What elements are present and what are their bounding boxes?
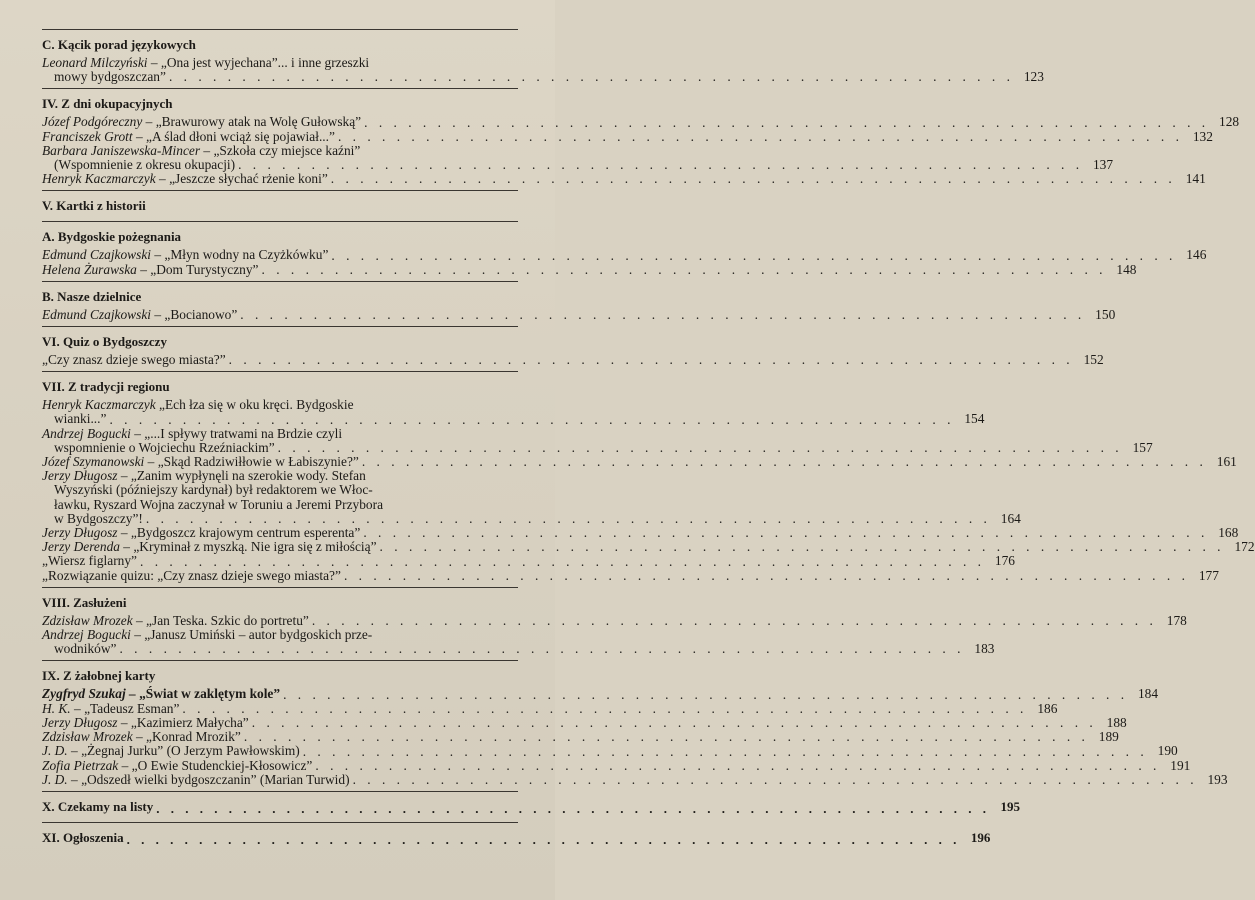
leader-dots: . . . . . . . . . . . . . . . . . . . . . . . . . . . . . . . . . . . . . . . . . . . . . . . . . . . . . . . . . . (243, 729, 1089, 745)
entry-title: „Wiersz figlarny” (42, 553, 138, 569)
entry-title: „Zanim wypłynęli na szerokie wody. Stefan (130, 468, 366, 484)
toc-line-with-page (42, 114, 1240, 130)
entry-author: Franciszek Grott – (42, 128, 143, 144)
entry-title: „Kazimierz Małycha” (130, 714, 249, 730)
leader-dots: . . . . . . . . . . . . . . . . . . . . . . . . . . . . . . . . . . . . . . . . . . . . . . . . . . . . . . . . . . (240, 307, 1086, 323)
entry-author: Zofia Pietrzak – (42, 757, 129, 773)
toc-line-with-page (42, 510, 1021, 527)
entry-title: „Żegnaj Jurku” (O Jerzym Pawłowskim) (81, 743, 300, 759)
toc-line-text (42, 308, 237, 322)
entry-author: Edmund Czajkowski – (42, 306, 162, 322)
toc-entry (42, 425, 1153, 456)
leader-dots: . . . . . . . . . . . . . . . . . . . . . . . . . . . . . . . . . . . . . . . . . . . . . . . . . . . . . . . . . . (156, 800, 990, 816)
entry-author: Jerzy Długosz – (42, 714, 128, 730)
toc-line-text (42, 554, 137, 568)
entry-author: Jerzy Długosz – (42, 525, 128, 541)
toc-line-text (54, 642, 116, 656)
entry-title: „Czy znasz dzieje swego miasta?” (42, 352, 226, 368)
leader-dots: . . . . . . . . . . . . . . . . . . . . . . . . . . . . . . . . . . . . . . . . . . . . . . . . . . . . . . . . . . (361, 454, 1207, 470)
toc-line-with-page (42, 567, 1219, 583)
toc-line-text (42, 130, 335, 144)
toc-line-with-page (42, 247, 1207, 263)
section-heading: B. Nasze dzielnice (42, 288, 142, 304)
toc-entry (42, 743, 1178, 759)
toc-line-with-page (42, 743, 1178, 759)
toc-line-text (42, 526, 360, 540)
entry-author: Zdzisław Mrozek – (42, 729, 143, 745)
toc-line-text (42, 799, 153, 815)
entry-author: H. K. – (42, 700, 81, 716)
section-heading (42, 827, 991, 849)
leader-dots: . . . . . . . . . . . . . . . . . . . . . . . . . . . . . . . . . . . . . . . . . . . . . . . . . . . . . . . . . . (311, 613, 1157, 629)
entry-title: „Szkoła czy miejsce kaźni” (213, 142, 361, 158)
section-heading (42, 796, 1020, 818)
toc-line-text (54, 441, 275, 455)
section-heading: VI. Quiz o Bydgoszczy (42, 334, 167, 350)
leader-dots: . . . . . . . . . . . . . . . . . . . . . . . . . . . . . . . . . . . . . . . . . . . . . . . . . . . . . . . . . . (330, 171, 1176, 187)
entry-title: „Młyn wodny na Czyżkówku” (164, 247, 329, 263)
toc-line-text (42, 614, 309, 628)
toc-line-with-page (42, 539, 1255, 555)
toc-line-with-page (42, 700, 1058, 716)
section-heading: A. Bydgoskie pożegnania (42, 229, 182, 245)
toc-entry (42, 352, 1104, 368)
section-heading-text: XI. Ogłoszenia (42, 829, 124, 845)
toc-line-with-page (42, 352, 1104, 368)
toc-entry (42, 686, 1159, 702)
toc-line-text (42, 540, 377, 554)
section-divider (42, 660, 518, 661)
toc-entry (42, 729, 1119, 745)
page-number: 178 (1166, 612, 1187, 628)
toc-entry (42, 525, 1239, 541)
entry-title: „Janusz Umiński – autor bydgoskich prze- (144, 627, 373, 643)
entry-line (42, 628, 518, 642)
section-divider (42, 371, 518, 372)
entry-author: Henryk Kaczmarczyk – (42, 171, 166, 187)
page-number: 123 (1023, 69, 1044, 85)
entry-title: wspomnienie o Wojciechu Rzeźniackim” (54, 439, 275, 455)
entry-author: Zygfryd Szukaj – (42, 686, 136, 702)
entry-title: „...I spływy tratwami na Brdzie czyli (144, 425, 343, 441)
toc-entry (42, 612, 1187, 629)
leader-dots: . . . . . . . . . . . . . . . . . . . . . . . . . . . . . . . . . . . . . . . . . . . . . . . . . . . . . . . . . . (109, 411, 955, 427)
entry-title: „Brawurowy atak na Wolę Gułowską” (155, 114, 362, 130)
page-number: 190 (1157, 743, 1178, 759)
toc-line-with-page (42, 641, 995, 657)
page-number: 191 (1170, 757, 1191, 773)
leader-dots: . . . . . . . . . . . . . . . . . . . . . . . . . . . . . . . . . . . . . . . . . . . . . . . . . . . . . . . . . . (261, 261, 1107, 277)
section-divider (42, 190, 518, 191)
toc-line-with-page (42, 553, 1015, 569)
toc-entry (42, 627, 995, 657)
toc-line-with-page (42, 171, 1206, 187)
leader-dots: . . . . . . . . . . . . . . . . . . . . . . . . . . . . . . . . . . . . . . . . . . . . . . . . . . . . . . . . . . (126, 831, 961, 847)
toc-entry (42, 306, 1116, 323)
entry-title: „Konrad Mrozik” (146, 729, 241, 745)
toc-entry (42, 553, 1015, 569)
section-divider (42, 281, 518, 282)
leader-dots: . . . . . . . . . . . . . . . . . . . . . . . . . . . . . . . . . . . . . . . . . . . . . . . . . . . . . . . . . . (145, 511, 991, 527)
toc-line-text (42, 730, 241, 744)
entry-author: Józef Podgóreczny – (42, 114, 153, 130)
toc-line-text (42, 115, 361, 129)
entry-author: Edmund Czajkowski – (42, 247, 162, 263)
leader-dots: . . . . . . . . . . . . . . . . . . . . . . . . . . . . . . . . . . . . . . . . . . . . . . . . . . . . . . . . . . (119, 641, 965, 657)
page-number: 150 (1095, 306, 1116, 322)
section-divider (42, 791, 518, 792)
leader-dots: . . . . . . . . . . . . . . . . . . . . . . . . . . . . . . . . . . . . . . . . . . . . . . . . . . . . . . . . . . (337, 128, 1183, 144)
toc-line-text (54, 512, 143, 526)
toc-line-with-page (42, 306, 1116, 323)
toc-entry (42, 539, 1255, 555)
toc-entry (42, 261, 1137, 277)
entry-author: Józef Szymanowski – (42, 454, 155, 470)
toc-entry (42, 454, 1237, 470)
entry-line (42, 144, 518, 158)
toc-line-text (42, 744, 300, 758)
page-number: 195 (1000, 798, 1020, 814)
entry-author: Barbara Janiszewska-Mincer – (42, 142, 211, 158)
toc-line-text (42, 759, 312, 773)
entry-author: Andrzej Bogucki – (42, 627, 141, 643)
page-number: 176 (994, 553, 1015, 569)
page-number: 157 (1132, 439, 1153, 455)
entry-title: „Skąd Radziwiłłowie w Łabiszynie?” (157, 454, 359, 470)
toc-entry (42, 247, 1207, 263)
entry-title: „Odszedł wielki bydgoszczanin” (Marian Turwid) (81, 771, 350, 787)
page-number: 128 (1219, 114, 1240, 130)
toc-entry (42, 128, 1213, 144)
section-divider (42, 29, 518, 30)
page-number: 137 (1092, 157, 1114, 173)
toc-line-with-page (42, 729, 1119, 745)
toc-line-with-page (42, 128, 1213, 144)
toc-line-text (42, 687, 280, 701)
toc-line-with-page (42, 612, 1187, 629)
toc-line-text (42, 569, 341, 583)
leader-dots: . . . . . . . . . . . . . . . . . . . . . . . . . . . . . . . . . . . . . . . . . . . . . . . . . . . . . . . . . . (343, 567, 1189, 583)
page-number: 164 (1000, 510, 1021, 526)
toc-line-with-page (42, 525, 1239, 541)
entry-author: Jerzy Długosz – (42, 468, 128, 484)
leader-dots: . . . . . . . . . . . . . . . . . . . . . . . . . . . . . . . . . . . . . . . . . . . . . . . . . . . . . . . . . . (238, 157, 1084, 173)
toc-line-text (42, 773, 350, 787)
toc-line-text (42, 830, 124, 846)
section-divider (42, 326, 518, 327)
toc-line-with-page (42, 157, 1114, 173)
toc-entry (42, 700, 1058, 716)
toc-line-text (42, 702, 179, 716)
section-heading: IX. Z żałobnej karty (42, 668, 156, 684)
page-number: 141 (1185, 171, 1206, 187)
page-number: 177 (1198, 567, 1219, 583)
entry-title: „Ona jest wyjechana”... i inne grzeszki (160, 55, 370, 70)
toc-entry (42, 757, 1191, 773)
toc-line-text (54, 158, 235, 172)
leader-dots: . . . . . . . . . . . . . . . . . . . . . . . . . . . . . . . . . . . . . . . . . . . . . . . . . . . . . . . . . . (379, 539, 1225, 555)
leader-dots: . . . . . . . . . . . . . . . . . . . . . . . . . . . . . . . . . . . . . . . . . . . . . . . . . . . . . . . . . . (228, 352, 1074, 368)
entry-line (42, 398, 518, 412)
section-heading: VII. Z tradycji regionu (42, 379, 170, 395)
entry-line (42, 483, 518, 497)
page-number: 168 (1218, 525, 1239, 541)
section-heading: C. Kącik porad językowych (42, 37, 196, 52)
entry-title: „Jan Teska. Szkic do portretu” (146, 612, 309, 628)
entry-author: Andrzej Bogucki – (42, 425, 141, 441)
entry-title: „Tadeusz Esman” (84, 700, 180, 716)
page-number: 188 (1106, 714, 1127, 730)
toc-entry (42, 771, 1228, 787)
entry-title: „Rozwiązanie quizu: „Czy znasz dzieje swego miasta?” (42, 567, 341, 583)
toc-entry (42, 171, 1206, 187)
entry-line (42, 498, 518, 512)
entry-author: Henryk Kaczmarczyk (42, 397, 156, 413)
toc-entry (42, 55, 1044, 85)
toc-line-text (42, 716, 249, 730)
entry-line (42, 56, 518, 70)
entry-author: Zdzisław Mrozek – (42, 612, 143, 628)
leader-dots: . . . . . . . . . . . . . . . . . . . . . . . . . . . . . . . . . . . . . . . . . . . . . . . . . . . . . . . . . . (352, 771, 1198, 787)
leader-dots: . . . . . . . . . . . . . . . . . . . . . . . . . . . . . . . . . . . . . . . . . . . . . . . . . . . . . . . . . . (364, 114, 1210, 130)
toc-line-with-page (42, 439, 1153, 456)
leader-dots: . . . . . . . . . . . . . . . . . . . . . . . . . . . . . . . . . . . . . . . . . . . . . . . . . . . . . . . . . . (140, 553, 985, 569)
entry-title: ławku, Ryszard Wojna zaczynał w Toruniu a Jeremi Przybora (54, 496, 384, 512)
entry-line (42, 469, 518, 483)
leader-dots: . . . . . . . . . . . . . . . . . . . . . . . . . . . . . . . . . . . . . . . . . . . . . . . . . . . . . . . . . . (168, 69, 1014, 85)
entry-title: „Kryminał z myszką. Nie igra się z miłością” (133, 539, 377, 555)
entry-title: wodników” (54, 641, 117, 657)
toc-line-with-page (42, 798, 1020, 816)
page-number: 172 (1234, 539, 1255, 555)
entry-title: w Bydgoszczy”! (54, 510, 143, 526)
leader-dots: . . . . . . . . . . . . . . . . . . . . . . . . . . . . . . . . . . . . . . . . . . . . . . . . . . . . . . . . . . (363, 525, 1209, 541)
entry-title: „Świat w zaklętym kole” (139, 686, 281, 702)
toc-line-text (42, 172, 328, 186)
section-divider (42, 88, 518, 89)
page-number: 148 (1116, 261, 1137, 277)
leader-dots: . . . . . . . . . . . . . . . . . . . . . . . . . . . . . . . . . . . . . . . . . . . . . . . . . . . . . . . . . . (331, 247, 1177, 263)
leader-dots: . . . . . . . . . . . . . . . . . . . . . . . . . . . . . . . . . . . . . . . . . . . . . . . . . . . . . . . . . . (277, 440, 1123, 456)
toc-entry (42, 468, 1021, 527)
leader-dots: . . . . . . . . . . . . . . . . . . . . . . . . . . . . . . . . . . . . . . . . . . . . . . . . . . . . . . . . . . (283, 686, 1129, 702)
leader-dots: . . . . . . . . . . . . . . . . . . . . . . . . . . . . . . . . . . . . . . . . . . . . . . . . . . . . . . . . . . (302, 743, 1148, 759)
entry-line (42, 427, 518, 441)
toc-line-with-page (42, 714, 1127, 731)
toc-entry (42, 714, 1127, 731)
toc-line-text (42, 455, 359, 469)
page-number: 184 (1137, 686, 1159, 702)
toc-line-with-page (42, 261, 1137, 277)
entry-title: (Wspomnienie z okresu okupacji) (54, 157, 236, 173)
entry-title: wianki...” (54, 411, 107, 427)
page-number: 132 (1192, 128, 1213, 144)
leader-dots: . . . . . . . . . . . . . . . . . . . . . . . . . . . . . . . . . . . . . . . . . . . . . . . . . . . . . . . . . . (315, 757, 1161, 773)
page-number: 161 (1216, 454, 1237, 470)
toc-line-text (42, 248, 328, 262)
page-number: 196 (970, 829, 991, 845)
toc-line-text (54, 412, 106, 426)
toc-line-text (42, 353, 226, 367)
section-heading: IV. Z dni okupacyjnych (42, 96, 173, 112)
page-number: 154 (964, 411, 985, 427)
toc-entry (42, 114, 1240, 130)
entry-title: „O Ewie Studenckiej-Kłosowicz” (131, 757, 313, 773)
entry-author: Jerzy Derenda – (42, 539, 130, 555)
entry-author: J. D. – (42, 771, 78, 787)
page-number: 183 (974, 641, 995, 657)
entry-title: mowy bydgoszczan” (54, 69, 166, 85)
leader-dots: . . . . . . . . . . . . . . . . . . . . . . . . . . . . . . . . . . . . . . . . . . . . . . . . . . . . . . . . . . (182, 700, 1028, 716)
section-heading: VIII. Zasłużeni (42, 594, 127, 610)
toc-entry (42, 397, 985, 427)
section-heading: V. Kartki z historii (42, 198, 146, 214)
entry-title: „A ślad dłoni wciąż się pojawiał...” (146, 128, 335, 144)
toc-line-with-page (42, 411, 985, 427)
section-divider (42, 587, 518, 588)
page-number: 186 (1037, 700, 1058, 716)
entry-title: „Bydgoszcz krajowym centrum esperenta” (130, 525, 361, 541)
entry-title: „Jeszcze słychać rżenie koni” (169, 171, 328, 187)
entry-title: „Bocianowo” (164, 306, 238, 322)
section-divider (42, 221, 518, 222)
toc-line-with-page (42, 829, 991, 847)
toc-line-with-page (42, 771, 1228, 787)
page-number: 152 (1083, 352, 1104, 368)
page-number: 193 (1207, 771, 1228, 787)
page-number: 189 (1098, 729, 1119, 745)
entry-author: J. D. – (42, 743, 78, 759)
section-heading-text: X. Czekamy na listy (42, 798, 154, 814)
table-of-contents (42, 25, 1255, 849)
toc-line-text (42, 263, 259, 277)
entry-title: „Ech łza się w oku kręci. Bydgoskie (159, 397, 354, 413)
entry-title: Wyszyński (późniejszy kardynał) był redaktorem we Włoc- (54, 482, 373, 498)
leader-dots: . . . . . . . . . . . . . . . . . . . . . . . . . . . . . . . . . . . . . . . . . . . . . . . . . . . . . . . . . . (251, 715, 1097, 731)
entry-author: Helena Żurawska – (42, 261, 147, 277)
toc-line-text (54, 70, 166, 84)
toc-entry (42, 567, 1219, 583)
entry-author: Leonard Milczyński – (42, 55, 158, 70)
toc-line-with-page (42, 686, 1159, 702)
toc-line-with-page (42, 757, 1191, 773)
toc-line-with-page (42, 69, 1044, 85)
section-divider (42, 822, 518, 823)
toc-entry (42, 142, 1114, 173)
toc-line-with-page (42, 454, 1237, 470)
entry-title: „Dom Turystyczny” (150, 261, 259, 277)
page-number: 146 (1186, 247, 1207, 263)
